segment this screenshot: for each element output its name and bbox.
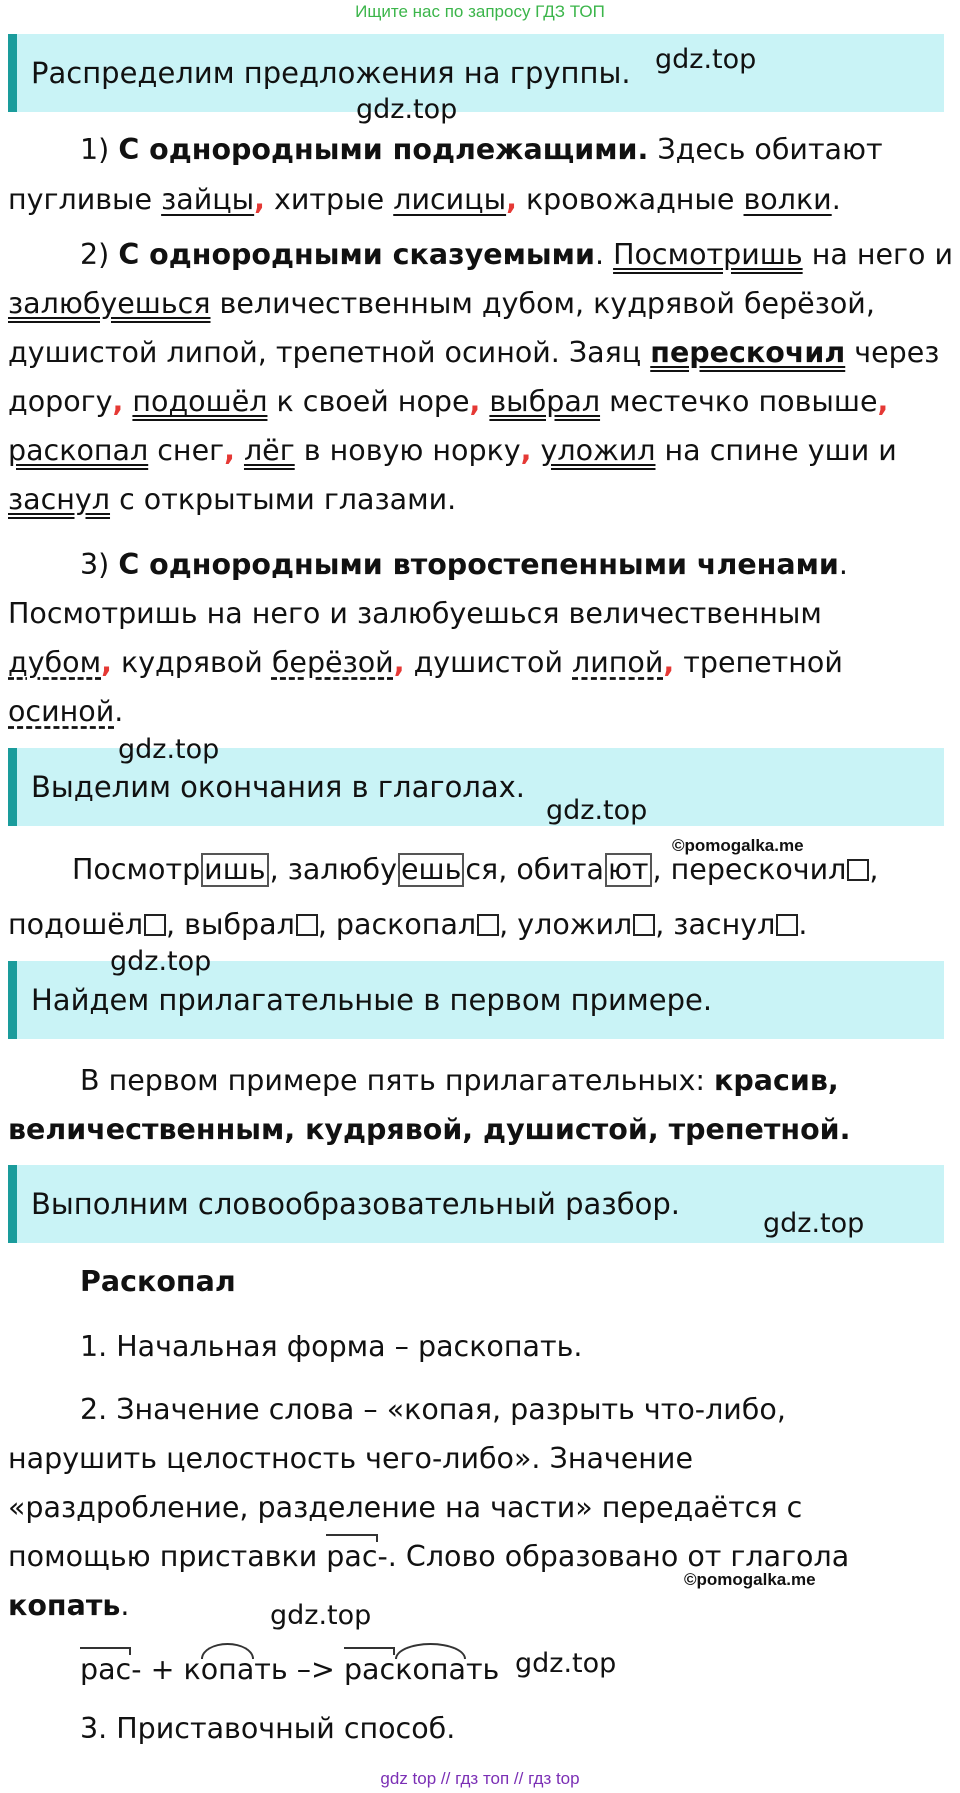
section-title: Найдем прилагательные в первом примере. [31, 983, 713, 1017]
text-line: В первом примере пять прилагательных: красив, [80, 1064, 839, 1097]
watermark: gdz.top [270, 1600, 372, 1631]
text-line: Посмотришь на него и залюбуешься величественным [8, 597, 822, 630]
text-line: раскопал снег, лёг в новую норку, уложил на спине уши и [8, 434, 897, 467]
watermark: gdz.top [356, 94, 458, 125]
text-line: нарушить целостность чего-либо». Значение [8, 1442, 693, 1475]
text-line: душистой липой, трепетной осиной. Заяц перескочил через [8, 336, 940, 369]
text-line: дубом, кудрявой берёзой, душистой липой, трепетной [8, 646, 843, 679]
footer-links[interactable]: gdz top // гдз топ // гдз top [380, 1769, 580, 1788]
text-line: «раздробление, разделение на части» передаётся с [8, 1491, 803, 1524]
analysis-word: Раскопал [80, 1265, 236, 1298]
text-line: 2) С однородными сказуемыми. Посмотришь на него и [80, 238, 954, 271]
text-line: заснул с открытыми глазами. [8, 483, 457, 516]
text-line: дорогу, подошёл к своей норе, выбрал местечко повыше, [8, 385, 889, 418]
watermark: ©pomogalka.me [684, 1570, 816, 1589]
text-line: величественным, кудрявой, душистой, трепетной. [8, 1113, 851, 1146]
text-line: осиной. [8, 695, 124, 728]
text-line: Посмотр ишь , залюбу ешь ся, обита ют , перескочил , [72, 853, 879, 886]
text-line: копать. [8, 1589, 130, 1622]
formation-formula: рас- + копать –> раскопать [80, 1653, 500, 1686]
text-line: залюбуешься величественным дубом, кудрявой берёзой, [8, 287, 875, 320]
watermark: gdz.top [655, 44, 757, 75]
search-hint-link[interactable]: Ищите нас по запросу ГДЗ ТОП [355, 2, 605, 21]
watermark: gdz.top [763, 1208, 865, 1239]
watermark: gdz.top [546, 795, 648, 826]
text-line: 1. Начальная форма – раскопать. [80, 1330, 583, 1363]
watermark: gdz.top [118, 734, 220, 765]
section-title: Распределим предложения на группы. [31, 56, 631, 90]
text-line: пугливые зайцы, хитрые лисицы, кровожадные волки. [8, 183, 841, 216]
section-title: Выделим окончания в глаголах. [31, 770, 526, 804]
watermark: gdz.top [110, 946, 212, 977]
watermark: gdz.top [515, 1648, 617, 1679]
watermark: ©pomogalka.me [672, 836, 804, 855]
text-line: 1) С однородными подлежащими. Здесь обитают [80, 133, 883, 166]
section-header-groups [8, 34, 944, 112]
section-title: Выполним словообразовательный разбор. [31, 1187, 680, 1221]
text-line: подошёл , выбрал , раскопал , уложил , заснул . [8, 908, 808, 941]
text-line: 3. Приставочный способ. [80, 1712, 456, 1745]
text-line: 2. Значение слова – «копая, разрыть что-либо, [80, 1393, 786, 1426]
text-line: 3) С однородными второстепенными членами. [80, 548, 848, 581]
text-line: помощью приставки рас-. Слово образовано от глагола [8, 1540, 850, 1573]
